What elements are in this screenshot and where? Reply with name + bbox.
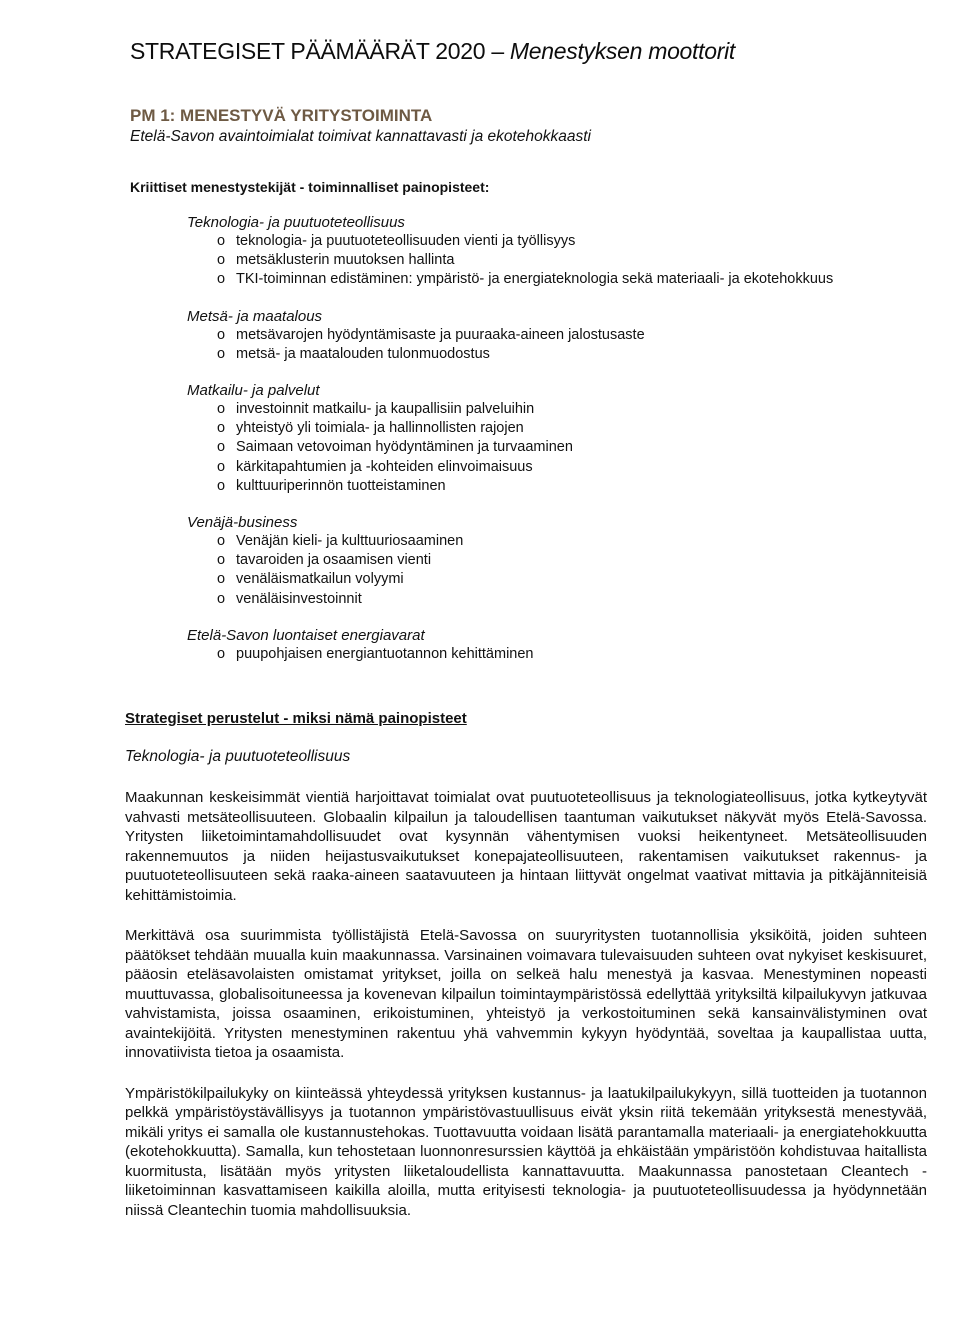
list-item — [187, 438, 947, 457]
list-item — [187, 590, 947, 609]
list-item — [187, 477, 947, 496]
list-item-text: investoinnit matkailu- ja kaupallisiin palveluihin — [236, 401, 535, 418]
bullet-icon: o — [217, 420, 226, 437]
list-item-text: yhteistyö yli toimiala- ja hallinnollisten rajojen — [236, 420, 524, 437]
list-item — [187, 458, 947, 477]
group-item-list — [187, 532, 947, 609]
bullet-icon: o — [217, 439, 226, 456]
priority-group — [187, 381, 947, 496]
priority-group — [187, 626, 947, 664]
list-item-text: metsä- ja maatalouden tulonmuodostus — [236, 345, 490, 362]
list-item — [187, 270, 947, 289]
body-paragraph: Maakunnan keskeisimmät vientiä harjoittavat toimialat ovat puutuoteteollisuus ja teknologiateollisuus, jotka kytkeytyvät vahvasti metsäteollisuuteen. Globaalin kilpailun ja taloudellisen taantuman vaikutukset näkyvät myös Etelä-Savossa. Yritysten liiketoimintamahdollisuudet ovat kysynnän vähentymisen vuoksi heikentyneet. Metsäteollisuuden rakennemuutos ja niiden heijastusvaikutukset konepajateollisuuteen, rakentamisen vaikutukset rakennus- ja puutuoteteollisuuteen sekä raaka-aineen saatavuuteen ja hintaan liittyvät ongelmat vaativat mittavia ja pitkäjänniteisiä kehittämistoimia. — [125, 789, 927, 904]
group-item-list — [187, 400, 947, 496]
list-item-text: Venäjän kieli- ja kulttuuriosaaminen — [236, 533, 464, 550]
list-item-text: venäläismatkailun volyymi — [236, 571, 404, 588]
list-item-text: Saimaan vetovoiman hyödyntäminen ja turvaaminen — [236, 439, 573, 456]
list-item — [187, 570, 947, 589]
bullet-icon: o — [217, 590, 226, 607]
group-title: Etelä-Savon luontaiset energiavarat — [187, 626, 425, 644]
priority-group — [187, 513, 947, 609]
critical-factors-heading: Kriittiset menestystekijät - toiminnalliset painopisteet: — [130, 179, 490, 195]
list-item-text: kärkitapahtumien ja -kohteiden elinvoimaisuus — [236, 458, 533, 475]
list-item-text: kulttuuriperinnön tuotteistaminen — [236, 477, 446, 494]
list-item — [187, 551, 947, 570]
priority-groups — [187, 213, 947, 681]
group-title: Venäjä-business — [187, 514, 298, 532]
list-item — [187, 251, 947, 270]
pm-subtitle: Etelä-Savon avaintoimialat toimivat kannattavasti ja ekotehokkaasti — [130, 128, 591, 145]
bullet-icon: o — [217, 326, 226, 343]
rationale-subheading: Teknologia- ja puutuoteteollisuus — [125, 748, 351, 765]
rationale-heading: Strategiset perustelut - miksi nämä painopisteet — [125, 710, 467, 727]
group-item-list — [187, 232, 947, 290]
bullet-icon: o — [217, 271, 226, 288]
bullet-icon: o — [217, 645, 226, 662]
bullet-icon: o — [217, 533, 226, 550]
bullet-icon: o — [217, 345, 226, 362]
priority-group — [187, 307, 947, 364]
list-item — [187, 400, 947, 419]
list-item — [187, 345, 947, 364]
list-item — [187, 645, 947, 664]
title-main: STRATEGISET PÄÄMÄÄRÄT 2020 — [130, 38, 486, 64]
list-item-text: TKI-toiminnan edistäminen: ympäristö- ja energiateknologia sekä materiaali- ja ekotehokkuus — [236, 271, 834, 288]
rationale-paragraphs — [125, 788, 927, 1241]
list-item — [187, 232, 947, 251]
list-item-text: metsävarojen hyödyntämisaste ja puuraaka-aineen jalostusaste — [236, 326, 645, 343]
bullet-icon: o — [217, 571, 226, 588]
list-item — [187, 326, 947, 345]
group-title: Matkailu- ja palvelut — [187, 382, 320, 400]
bullet-icon: o — [217, 252, 226, 269]
list-item-text: teknologia- ja puutuoteteollisuuden vienti ja työllisyys — [236, 233, 576, 249]
pm-heading: PM 1: MENESTYVÄ YRITYSTOIMINTA — [130, 106, 433, 125]
list-item — [187, 419, 947, 438]
bullet-icon: o — [217, 477, 226, 494]
title-dash: – — [491, 38, 504, 64]
bullet-icon: o — [217, 233, 226, 249]
priority-group — [187, 213, 947, 290]
title-subtitle: Menestyksen moottorit — [509, 38, 735, 64]
group-title: Teknologia- ja puutuoteteollisuus — [187, 214, 405, 231]
bullet-icon: o — [217, 458, 226, 475]
body-paragraph: Ympäristökilpailukyky on kiinteässä yhteydessä yrityksen kustannus- ja laatukilpailukykyyn, sillä tuotteiden ja tuotannon pelkkä ympäristöystävällisyys ja tuotannon ympäristövastuullisuus eivät yksin riitä tekemään yrityksestä menestyvää, mikäli yritys ei samalla ole kustannustehokas. Tuottavuutta voidaan lisätä parantamalla materiaali- ja energiatehokkuutta (ekotehokkuutta). Samalla, kun tehostetaan luonnonresurssien käyttöä ja ehkäistään ympäristöön kohdistuvaa haitallista kuormitusta, lisätään myös yritysten liiketaloudellista kannattavuutta. Maakunnassa panostetaan Cleantech -liiketoiminnan kasvattamiseen kaikilla aloilla, mutta erityisesti teknologia- ja puutuoteteollisuudessa ja hyödynnetään niissä Cleantechin tuomia mahdollisuuksia. — [125, 1084, 927, 1219]
list-item-text: puupohjaisen energiantuotannon kehittäminen — [236, 645, 534, 662]
page-title — [130, 38, 735, 65]
bullet-icon: o — [217, 401, 226, 418]
list-item-text: venäläisinvestoinnit — [236, 590, 362, 607]
bullet-icon: o — [217, 552, 226, 569]
list-item — [187, 532, 947, 551]
list-item-text: metsäklusterin muutoksen hallinta — [236, 252, 455, 269]
group-item-list — [187, 645, 947, 664]
body-paragraph: Merkittävä osa suurimmista työllistäjistä Etelä-Savossa on suuryritysten tuotannollisia yksiköitä, joiden suhteen päätökset tehdään muualla kuin maakunnassa. Varsinainen voimavara tulevaisuuden suhteen ovat nykyiset keskisuuret, pääosin eteläsavolaisten omistamat yritykset, joilla on selkeä halu menestyä ja kasvaa. Menestyminen nopeasti muuttuvassa, globalisoituneessa ja kovenevan kilpailun toimintaympäristössä edellyttää yrityksiltä kilpailukyvyn jatkuvaa vahvistamista, joissa osaaminen, erikoistuminen, yhteistyö ja verkostoituminen sekä kansainvälistyminen ovat avaintekijöitä. Yritysten menestyminen rakentuu yhä vahvemmin kykyyn hyödyntää, soveltaa ja kaupallistaa uutta, innovatiivista tietoa ja osaamista. — [125, 927, 927, 1061]
group-item-list — [187, 326, 947, 364]
group-title: Metsä- ja maatalous — [187, 307, 323, 325]
list-item-text: tavaroiden ja osaamisen vienti — [236, 552, 432, 569]
